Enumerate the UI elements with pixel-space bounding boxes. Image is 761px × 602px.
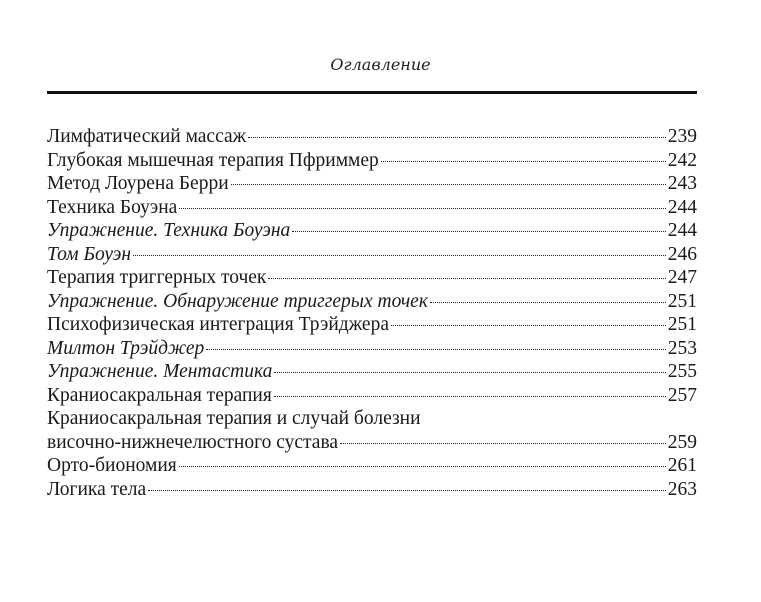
toc-entry [47,454,697,478]
toc-entry-page: 255 [667,361,697,382]
toc-entry-page: 244 [667,220,697,241]
running-header: Оглавление [330,55,431,74]
toc-entry-title: Терапия триггерных точек [47,267,267,288]
toc-leader-dots [231,184,666,185]
toc-entry [47,125,697,149]
toc-entry-title: Метод Лоурена Берри [47,173,229,194]
toc-entry [47,266,697,290]
toc-entry [47,219,697,243]
toc-entry-title: Глубокая мышечная терапия Пфриммер [47,149,379,171]
toc-entry-page: 251 [667,290,697,312]
toc-leader-dots [248,137,666,138]
toc-entry-title: Упражнение. Обнаружение триггерых точек [47,290,428,312]
toc-entry-title: Краниосакральная терапия [47,384,272,406]
table-of-contents [47,125,697,501]
header-rule [47,91,697,94]
toc-entry [47,172,697,196]
toc-entry-page: 246 [667,243,697,265]
toc-entry-title: Милтон Трэйджер [47,337,205,359]
toc-leader-dots [274,372,665,373]
toc-entry-title: височно-нижнечелюстного сустава [47,431,339,453]
toc-entry [47,337,697,361]
toc-entry [47,478,697,502]
toc-entry [47,384,697,408]
toc-entry-title: Упражнение. Техника Боуэна [47,220,291,241]
toc-entry-title: Орто-биономия [47,455,177,476]
toc-leader-dots [133,255,666,256]
toc-leader-dots [340,443,666,444]
toc-leader-dots [268,278,665,279]
toc-leader-dots [430,302,666,303]
toc-entry-page: 257 [667,384,697,406]
toc-entry-title: Упражнение. Ментастика [47,361,273,382]
toc-leader-dots [391,325,666,326]
toc-entry-page: 259 [667,431,697,453]
toc-entry-page: 251 [667,314,697,335]
toc-entry-page: 247 [667,267,697,288]
toc-entry [47,290,697,314]
toc-entry-page: 261 [667,455,697,476]
toc-leader-dots [274,396,666,397]
toc-entry-title: Психофизическая интеграция Трэйджера [47,314,389,335]
toc-leader-dots [206,349,666,350]
toc-entry [47,149,697,173]
toc-entry-page: 243 [667,173,697,194]
toc-leader-dots [148,490,666,491]
toc-entry-page: 244 [667,196,697,218]
toc-entry-title: Краниосакральная терапия и случай болезни [47,408,421,429]
toc-entry-title: Лимфатический массаж [47,126,247,147]
toc-entry-title: Логика тела [47,478,147,500]
toc-leader-dots [179,208,665,209]
toc-entry-title: Техника Боуэна [47,196,178,218]
toc-entry [47,313,697,337]
toc-entry [47,360,697,384]
toc-entry-page: 242 [667,149,697,171]
toc-entry [47,196,697,220]
toc-entry-title: Том Боуэн [47,243,131,265]
toc-entry [47,407,697,431]
toc-entry [47,431,697,455]
toc-leader-dots [292,231,665,232]
toc-leader-dots [179,466,666,467]
toc-leader-dots [381,161,666,162]
toc-entry-page: 253 [667,337,697,359]
toc-entry-page: 239 [667,126,697,147]
toc-entry [47,243,697,267]
toc-entry-page: 263 [667,478,697,500]
